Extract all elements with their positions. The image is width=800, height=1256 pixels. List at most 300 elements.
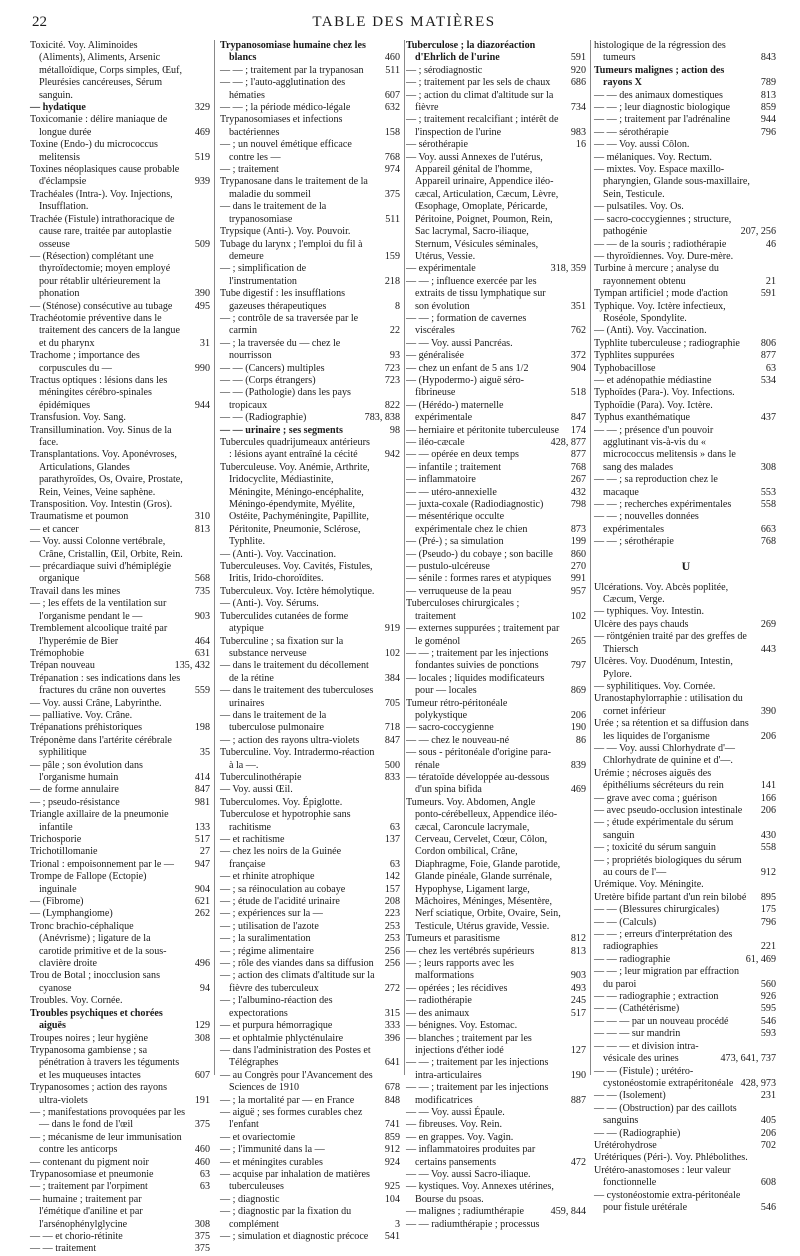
index-entry [404, 511, 590, 536]
entry-page: 175 [760, 904, 776, 916]
entry-text: — sous - péritonéale d'origine para-rénale [406, 747, 552, 771]
index-entry [28, 164, 214, 189]
index-entry [404, 648, 590, 673]
index-entry [404, 1219, 590, 1231]
index-entry [28, 846, 214, 858]
index-entry [218, 363, 404, 375]
entry-text: Urétéro-anastomoses : leur valeur fonctionnelle [594, 1164, 731, 1189]
index-entry [218, 1107, 404, 1132]
index-entry [28, 908, 214, 920]
entry-page: 568 [194, 573, 210, 585]
entry-page: 396 [384, 1032, 400, 1044]
entry-page: 253 [384, 920, 400, 932]
index-entry [218, 1169, 404, 1194]
entry-text: — ; la suralimentation [220, 933, 311, 945]
entry-text: — sérothérapie [406, 139, 468, 151]
index-entry [218, 375, 404, 387]
entry-text: — dans l'administration des Postes et Télégraphes [220, 1044, 371, 1069]
entry-text: — (Lymphangiome) [30, 908, 113, 920]
entry-page: 608 [760, 1177, 776, 1189]
index-entry [592, 1152, 780, 1164]
entry-text: — ; traitement [220, 164, 279, 176]
entry-page: 159 [384, 250, 400, 262]
index-entry [28, 722, 214, 734]
entry-page: 559 [194, 685, 210, 697]
index-entry [218, 437, 404, 462]
entry-text: histologique de la régression des tumeurs [594, 40, 726, 64]
index-entry [28, 536, 214, 561]
index-entry [404, 747, 590, 772]
entry-text: — — Voy. aussi Chlorhydrate d'— Chlorhydrate de quinine et d'—. [594, 742, 735, 767]
entry-text: — ; la mortalité par — en France [220, 1094, 355, 1106]
entry-page: 31 [199, 337, 210, 349]
index-entry [28, 499, 214, 511]
entry-page: 174 [570, 424, 586, 436]
index-entry [592, 1066, 780, 1091]
index-entry [592, 904, 780, 916]
entry-page: 308 [194, 1218, 210, 1230]
entry-page: 741 [384, 1119, 400, 1131]
entry-page: 591 [570, 52, 586, 64]
index-entry [404, 797, 590, 933]
index-entry [218, 772, 404, 784]
index-entry [404, 1181, 590, 1206]
index-entry [218, 660, 404, 685]
index-entry [404, 114, 590, 139]
index-entry [592, 991, 780, 1003]
index-entry [404, 722, 590, 734]
entry-text: — herniaire et péritonite tuberculeuse [406, 424, 560, 436]
entry-text: — chez les vertébrés supérieurs [406, 945, 535, 957]
index-entry [592, 338, 780, 350]
entry-text: Traumatisme et poumon [30, 511, 129, 523]
entry-text: Typhoïdie (Para). Voy. Ictère. [594, 399, 713, 411]
index-entry [592, 1140, 780, 1152]
index-entry [218, 797, 404, 809]
index-entry [404, 983, 590, 995]
index-entry [404, 623, 590, 648]
entry-text: — (Sténose) consécutive au tubage [30, 300, 173, 312]
index-entry [592, 879, 780, 891]
entry-page: 926 [760, 991, 776, 1003]
entry-text: — de forme annulaire [30, 784, 119, 796]
entry-text: Urémie ; nécroses aiguës des épithéliums sécréteurs du rein [594, 767, 724, 792]
entry-page: 762 [570, 325, 586, 337]
entry-page: 166 [760, 792, 776, 804]
index-entry [404, 462, 590, 474]
index-entry [28, 511, 214, 523]
entry-text: — mésentérique occulte expérimentale chez le chien [406, 511, 528, 535]
entry-page: 558 [760, 842, 776, 854]
entry-text: — des animaux [406, 1007, 470, 1019]
index-entry [218, 102, 404, 114]
entry-text: — sacro-coccygienne [406, 722, 494, 734]
index-entry [592, 743, 780, 768]
index-entry [218, 933, 404, 945]
entry-text: — fibreuses. Voy. Rein. [406, 1119, 502, 1131]
index-column-4 [592, 40, 780, 1213]
entry-text: — inflammatoire [406, 474, 476, 486]
index-entry [592, 656, 780, 681]
entry-text: Typhlite tuberculeuse ; radiographie [594, 337, 740, 349]
entry-text: — — (Isolement) [594, 1090, 666, 1102]
entry-text: Troubles. Voy. Cornée. [30, 995, 123, 1007]
entry-text: — (Résection) complétant une thyroïdectomie; moyen employé pour rétablir ultérieurement la phonation [30, 250, 171, 300]
entry-text: — — ; la période médico-légale [220, 102, 351, 114]
page-title: TABLE DES MATIÈRES [312, 14, 496, 30]
index-entry [592, 214, 780, 239]
entry-page: 631 [194, 647, 210, 659]
index-entry [404, 772, 590, 797]
index-entry [218, 263, 404, 288]
entry-page: 22 [389, 325, 400, 337]
entry-text: — mélaniques. Voy. Rectum. [594, 151, 712, 163]
entry-page: 887 [570, 1094, 586, 1106]
entry-text: Urémique. Voy. Méningite. [594, 879, 704, 891]
entry-page: 541 [384, 1231, 400, 1242]
entry-text: — tératoïde développée au-dessous d'un spina bifida [406, 771, 550, 796]
entry-page: 768 [760, 536, 776, 548]
entry-page: 375 [194, 1243, 210, 1255]
entry-text: — — chez le nouveau-né [406, 734, 510, 746]
entry-page: 46 [765, 238, 776, 250]
index-entry [592, 375, 780, 387]
index-entry [28, 1181, 214, 1193]
entry-text: — (Hypodermo-) aiguë séro-fibrineuse [406, 374, 525, 399]
entry-text: Toxicomanie : délire maniaque de longue durée [30, 114, 168, 138]
index-entry [404, 946, 590, 958]
entry-text: Transillumination. Voy. Sinus de la face. [30, 424, 172, 448]
index-entry [404, 573, 590, 585]
entry-page: 223 [384, 908, 400, 920]
index-entry [592, 201, 780, 213]
index-entry [404, 425, 590, 437]
entry-text: — et rhinite atrophique [220, 871, 315, 883]
entry-text: — — ; traitement par les injections modificatrices [406, 1082, 549, 1106]
entry-page: 813 [570, 945, 586, 957]
entry-text: Tumeurs malignes ; action des rayons X [594, 64, 725, 89]
index-entry [592, 681, 780, 693]
entry-text: Transplantations. Voy. Aponévroses, Articulations, Glandes parathyroïdes, Os, Ovaire, Prostate, Rein, Veines, Veine saphène. [30, 449, 183, 498]
entry-text: — (Fibrome) [30, 896, 84, 908]
index-entry [592, 606, 780, 618]
index-entry [404, 1033, 590, 1058]
index-entry [404, 90, 590, 115]
index-entry [28, 1033, 214, 1045]
index-entry [28, 598, 214, 623]
entry-text: Tuberculomes. Voy. Épiglotte. [220, 796, 343, 808]
entry-text: — blanches ; traitement par les injections d'éther iodé [406, 1032, 532, 1056]
entry-text: — infantile ; traitement [406, 461, 502, 473]
entry-page: 595 [760, 1003, 776, 1015]
entry-page: 262 [194, 908, 210, 920]
index-entry [592, 718, 780, 743]
entry-text: Trépanation : ses indications dans les fractures du crâne non ouvertes [30, 672, 181, 697]
entry-text: — — — sur mandrin [594, 1028, 681, 1040]
entry-page: 904 [194, 883, 210, 895]
index-entry [218, 809, 404, 834]
index-entry [218, 921, 404, 933]
index-entry [592, 511, 780, 536]
entry-page: 796 [760, 916, 776, 928]
index-entry [28, 251, 214, 301]
index-entry [218, 412, 404, 424]
index-entry [592, 536, 780, 548]
entry-text: — ; simplification de l'instrumentation [220, 263, 307, 287]
entry-text: — — Voy. aussi Pancréas. [406, 337, 513, 349]
entry-text: — palliative. Voy. Crâne. [30, 709, 133, 721]
entry-text: Trachéotomie préventive dans le traitement des cancers de la langue et du pharynx [30, 312, 180, 349]
entry-text: Tréponème dans l'artérite cérébrale syphilitique [30, 734, 172, 759]
entry-text: — — Voy. aussi Côlon. [594, 139, 690, 151]
entry-page: 702 [760, 1139, 776, 1151]
index-entry [218, 561, 404, 586]
entry-text: Tubercules quadrijumeaux antérieurs : lésions ayant entraîné la cécité [220, 437, 370, 461]
entry-page: 469 [194, 126, 210, 138]
entry-page: 372 [570, 350, 586, 362]
entry-page: 94 [199, 982, 210, 994]
entry-text: Ulcérations. Voy. Abcès poplitée, Cæcum, Verge. [594, 581, 729, 606]
entry-text: — expérimentale [406, 263, 476, 275]
index-entry [404, 152, 590, 264]
entry-page: 133 [194, 821, 210, 833]
index-entry [218, 946, 404, 958]
entry-page: 877 [760, 350, 776, 362]
entry-page: 129 [194, 1020, 210, 1032]
index-entry [592, 855, 780, 880]
entry-page: 705 [384, 697, 400, 709]
entry-text: Tuberculides cutanées de forme atypique [220, 610, 349, 635]
entry-page: 903 [570, 970, 586, 982]
entry-page: 135, 432 [174, 660, 210, 672]
entry-text: Uranostaphylorraphie : utilisation du cornet inférieur [594, 693, 743, 717]
entry-page: 63 [389, 858, 400, 870]
index-entry [28, 1008, 214, 1033]
entry-page: 272 [384, 982, 400, 994]
index-entry [404, 933, 590, 945]
entry-text: — radiothérapie [406, 995, 472, 1007]
entry-text: Ulcères. Voy. Duodénum, Intestin, Pylore. [594, 656, 733, 680]
entry-text: — au Congrès pour l'Avancement des Sciences de 1910 [220, 1069, 373, 1094]
entry-page: 663 [760, 523, 776, 535]
index-entry [404, 65, 590, 77]
entry-text: — aiguë ; ses formes curables chez l'enfant [220, 1106, 363, 1131]
entry-page: 912 [760, 867, 776, 878]
index-entry [218, 139, 404, 164]
index-entry [218, 288, 404, 313]
index-entry [218, 239, 404, 264]
index-entry [592, 817, 780, 842]
index-entry [404, 363, 590, 375]
entry-text: Tractus optiques : lésions dans les méningites cérébro-spinales épidémiques [30, 374, 168, 411]
entry-text: — ; propriétés biologiques du sérum au cours de l'— [594, 854, 742, 878]
entry-page: 256 [384, 958, 400, 970]
entry-page: 517 [194, 834, 210, 845]
entry-page: 718 [384, 722, 400, 734]
index-entry [218, 995, 404, 1020]
entry-page: 63 [389, 821, 400, 833]
index-entry [592, 65, 780, 90]
entry-text: — (Hérédo-) maternelle expérimentale [406, 399, 504, 424]
index-entry [404, 1206, 590, 1218]
entry-text: — et cancer [30, 523, 79, 535]
entry-page: 957 [570, 585, 586, 597]
index-entry [592, 263, 780, 288]
entry-text: — — (Fistule) ; urétéro-cystonéostomie extrapéritonéale [594, 1065, 734, 1089]
entry-page: 621 [194, 896, 210, 908]
entry-text: Uretère bifide partant d'un rein bilobé [594, 891, 747, 903]
entry-text: — précardiaque suivi d'hémiplégie organique [30, 561, 172, 585]
entry-page: 942 [384, 449, 400, 461]
index-column-3 [404, 40, 591, 1230]
index-entry [592, 139, 780, 151]
entry-text: — et méningites curables [220, 1156, 323, 1168]
entry-text: Triangle axillaire de la pneumonie infantile [30, 809, 169, 833]
entry-text: Ulcère des pays chauds [594, 618, 689, 630]
entry-page: 919 [384, 623, 400, 635]
entry-page: 903 [194, 610, 210, 622]
index-entry [404, 549, 590, 561]
entry-text: — ; les effets de la ventilation sur l'organisme pendant le — [30, 598, 167, 622]
entry-text: — — ; formation de cavernes viscérales [406, 312, 527, 337]
entry-page: 460 [194, 1144, 210, 1156]
page-header [28, 12, 780, 36]
entry-page: 63 [199, 1181, 210, 1193]
entry-page: 500 [384, 759, 400, 771]
entry-text: Trypanosane dans le traitement de la maladie du sommeil [220, 176, 368, 200]
entry-page: 93 [389, 350, 400, 362]
entry-text: — ; simulation et diagnostic précoce [220, 1231, 369, 1242]
entry-text: — — — par un nouveau procédé [594, 1015, 729, 1027]
entry-page: 102 [570, 610, 586, 622]
index-entry [404, 1020, 590, 1032]
index-entry [592, 1128, 780, 1140]
entry-text: Trépan nouveau [30, 660, 95, 672]
entry-text: Typhobacillose [594, 362, 656, 374]
index-entry [28, 1194, 214, 1231]
index-entry [28, 970, 214, 995]
entry-text: Tubage du larynx ; l'emploi du fil à demeure [220, 238, 363, 262]
entry-page: 974 [384, 164, 400, 176]
index-entry [28, 102, 214, 114]
entry-text: — ; l'immunité dans la — [220, 1144, 325, 1156]
entry-text: — — ; influence exercée par les extraits de tissu lymphatique sur son évolution [406, 275, 546, 312]
entry-page: 437 [760, 412, 776, 424]
entry-text: — — ; l'auto-agglutination des hématies [220, 77, 346, 101]
index-columns [28, 40, 780, 1255]
index-entry [28, 1107, 214, 1132]
entry-page: 265 [570, 635, 586, 647]
index-entry [218, 387, 404, 412]
index-entry [592, 1028, 780, 1040]
index-entry [28, 784, 214, 796]
entry-page: 678 [384, 1082, 400, 1094]
entry-text: — locales ; liquides modificateurs pour — locales [406, 672, 545, 697]
index-entry [592, 412, 780, 424]
entry-text: — — radiographie ; extraction [594, 991, 719, 1003]
index-entry [28, 809, 214, 834]
entry-text: Trachée (Fistule) intrathoracique de cause rare, traitée par autoplastie osseuse [30, 213, 175, 250]
entry-text: Tuberculeuses. Voy. Cavités, Fistules, Iritis, Irido-choroïdites. [220, 561, 373, 585]
index-entry [592, 251, 780, 263]
index-entry [218, 164, 404, 176]
entry-text: — — ; sa reproduction chez le macaque [594, 474, 718, 498]
entry-text: — ; mécanisme de leur immunisation contre les anticorps [30, 1131, 182, 1156]
index-entry [28, 1132, 214, 1157]
index-entry [28, 1157, 214, 1169]
entry-text: — — urinaire ; ses segments [220, 424, 343, 436]
entry-page: 873 [570, 523, 586, 535]
entry-text: — (Anti-). Voy. Vaccination. [220, 548, 336, 560]
entry-page: 460 [194, 1156, 210, 1168]
entry-text: — — opérée en deux temps [406, 449, 519, 461]
index-entry [218, 201, 404, 226]
index-entry [218, 908, 404, 920]
entry-page: 495 [194, 300, 210, 312]
entry-text: — (Anti-). Voy. Sérums. [220, 598, 319, 610]
entry-text: — ; traitement par les sels de chaux [406, 77, 551, 89]
entry-text: — dans le traitement des tuberculoses urinaires [220, 685, 374, 709]
entry-page: 796 [760, 126, 776, 138]
entry-page: 218 [384, 275, 400, 287]
entry-text: — juxta-coxale (Radiodiagnostic) [406, 499, 544, 511]
index-column-2 [218, 40, 405, 1242]
index-entry [218, 896, 404, 908]
entry-page: 157 [384, 883, 400, 895]
entry-page: 806 [760, 337, 776, 349]
index-entry [218, 735, 404, 747]
entry-page: 21 [765, 275, 776, 287]
entry-text: Trypanosomiases et infections bactériennes [220, 114, 343, 138]
section-letter: U [681, 558, 691, 573]
entry-text: — grave avec coma ; guérison [594, 792, 718, 804]
entry-page: 859 [384, 1131, 400, 1143]
entry-page: 98 [389, 424, 400, 436]
entry-text: — — ; nouvelles données expérimentales [594, 511, 699, 535]
index-entry [592, 805, 780, 817]
index-entry [592, 164, 780, 201]
index-entry [218, 1206, 404, 1231]
entry-text: Typhlites suppurées [594, 350, 675, 362]
index-entry [218, 1045, 404, 1070]
index-entry [592, 1090, 780, 1102]
entry-page: 375 [194, 1231, 210, 1242]
entry-page: 981 [194, 796, 210, 808]
index-entry [404, 1119, 590, 1131]
entry-text: — ; sérodiagnostic [406, 64, 483, 76]
entry-text: Trachéales (Intra-). Voy. Injections, Insufflation. [30, 188, 173, 213]
index-entry [404, 449, 590, 461]
index-entry [404, 338, 590, 350]
index-entry [592, 631, 780, 656]
index-entry [404, 536, 590, 548]
entry-text: — pâle ; son évolution dans l'organisme humain [30, 759, 143, 783]
entry-page: 847 [384, 734, 400, 746]
entry-page: 3 [394, 1218, 400, 1230]
index-entry [404, 276, 590, 313]
index-entry [28, 1045, 214, 1082]
index-entry [404, 499, 590, 511]
entry-text: — acquise par inhalation de matières tuberculeuses [220, 1168, 370, 1193]
entry-text: — externes suppurées ; traitement par le goménol [406, 623, 560, 647]
index-entry [218, 462, 404, 549]
entry-text: — généralisée [406, 350, 465, 362]
entry-text: — — (Pathologie) dans les pays tropicaux [220, 387, 351, 411]
index-entry [404, 437, 590, 449]
entry-page: 641 [384, 1057, 400, 1069]
entry-text: Tuberculine ; sa fixation sur la substance nerveuse [220, 635, 344, 659]
entry-text: — (Pré-) ; sa simulation [406, 536, 504, 548]
